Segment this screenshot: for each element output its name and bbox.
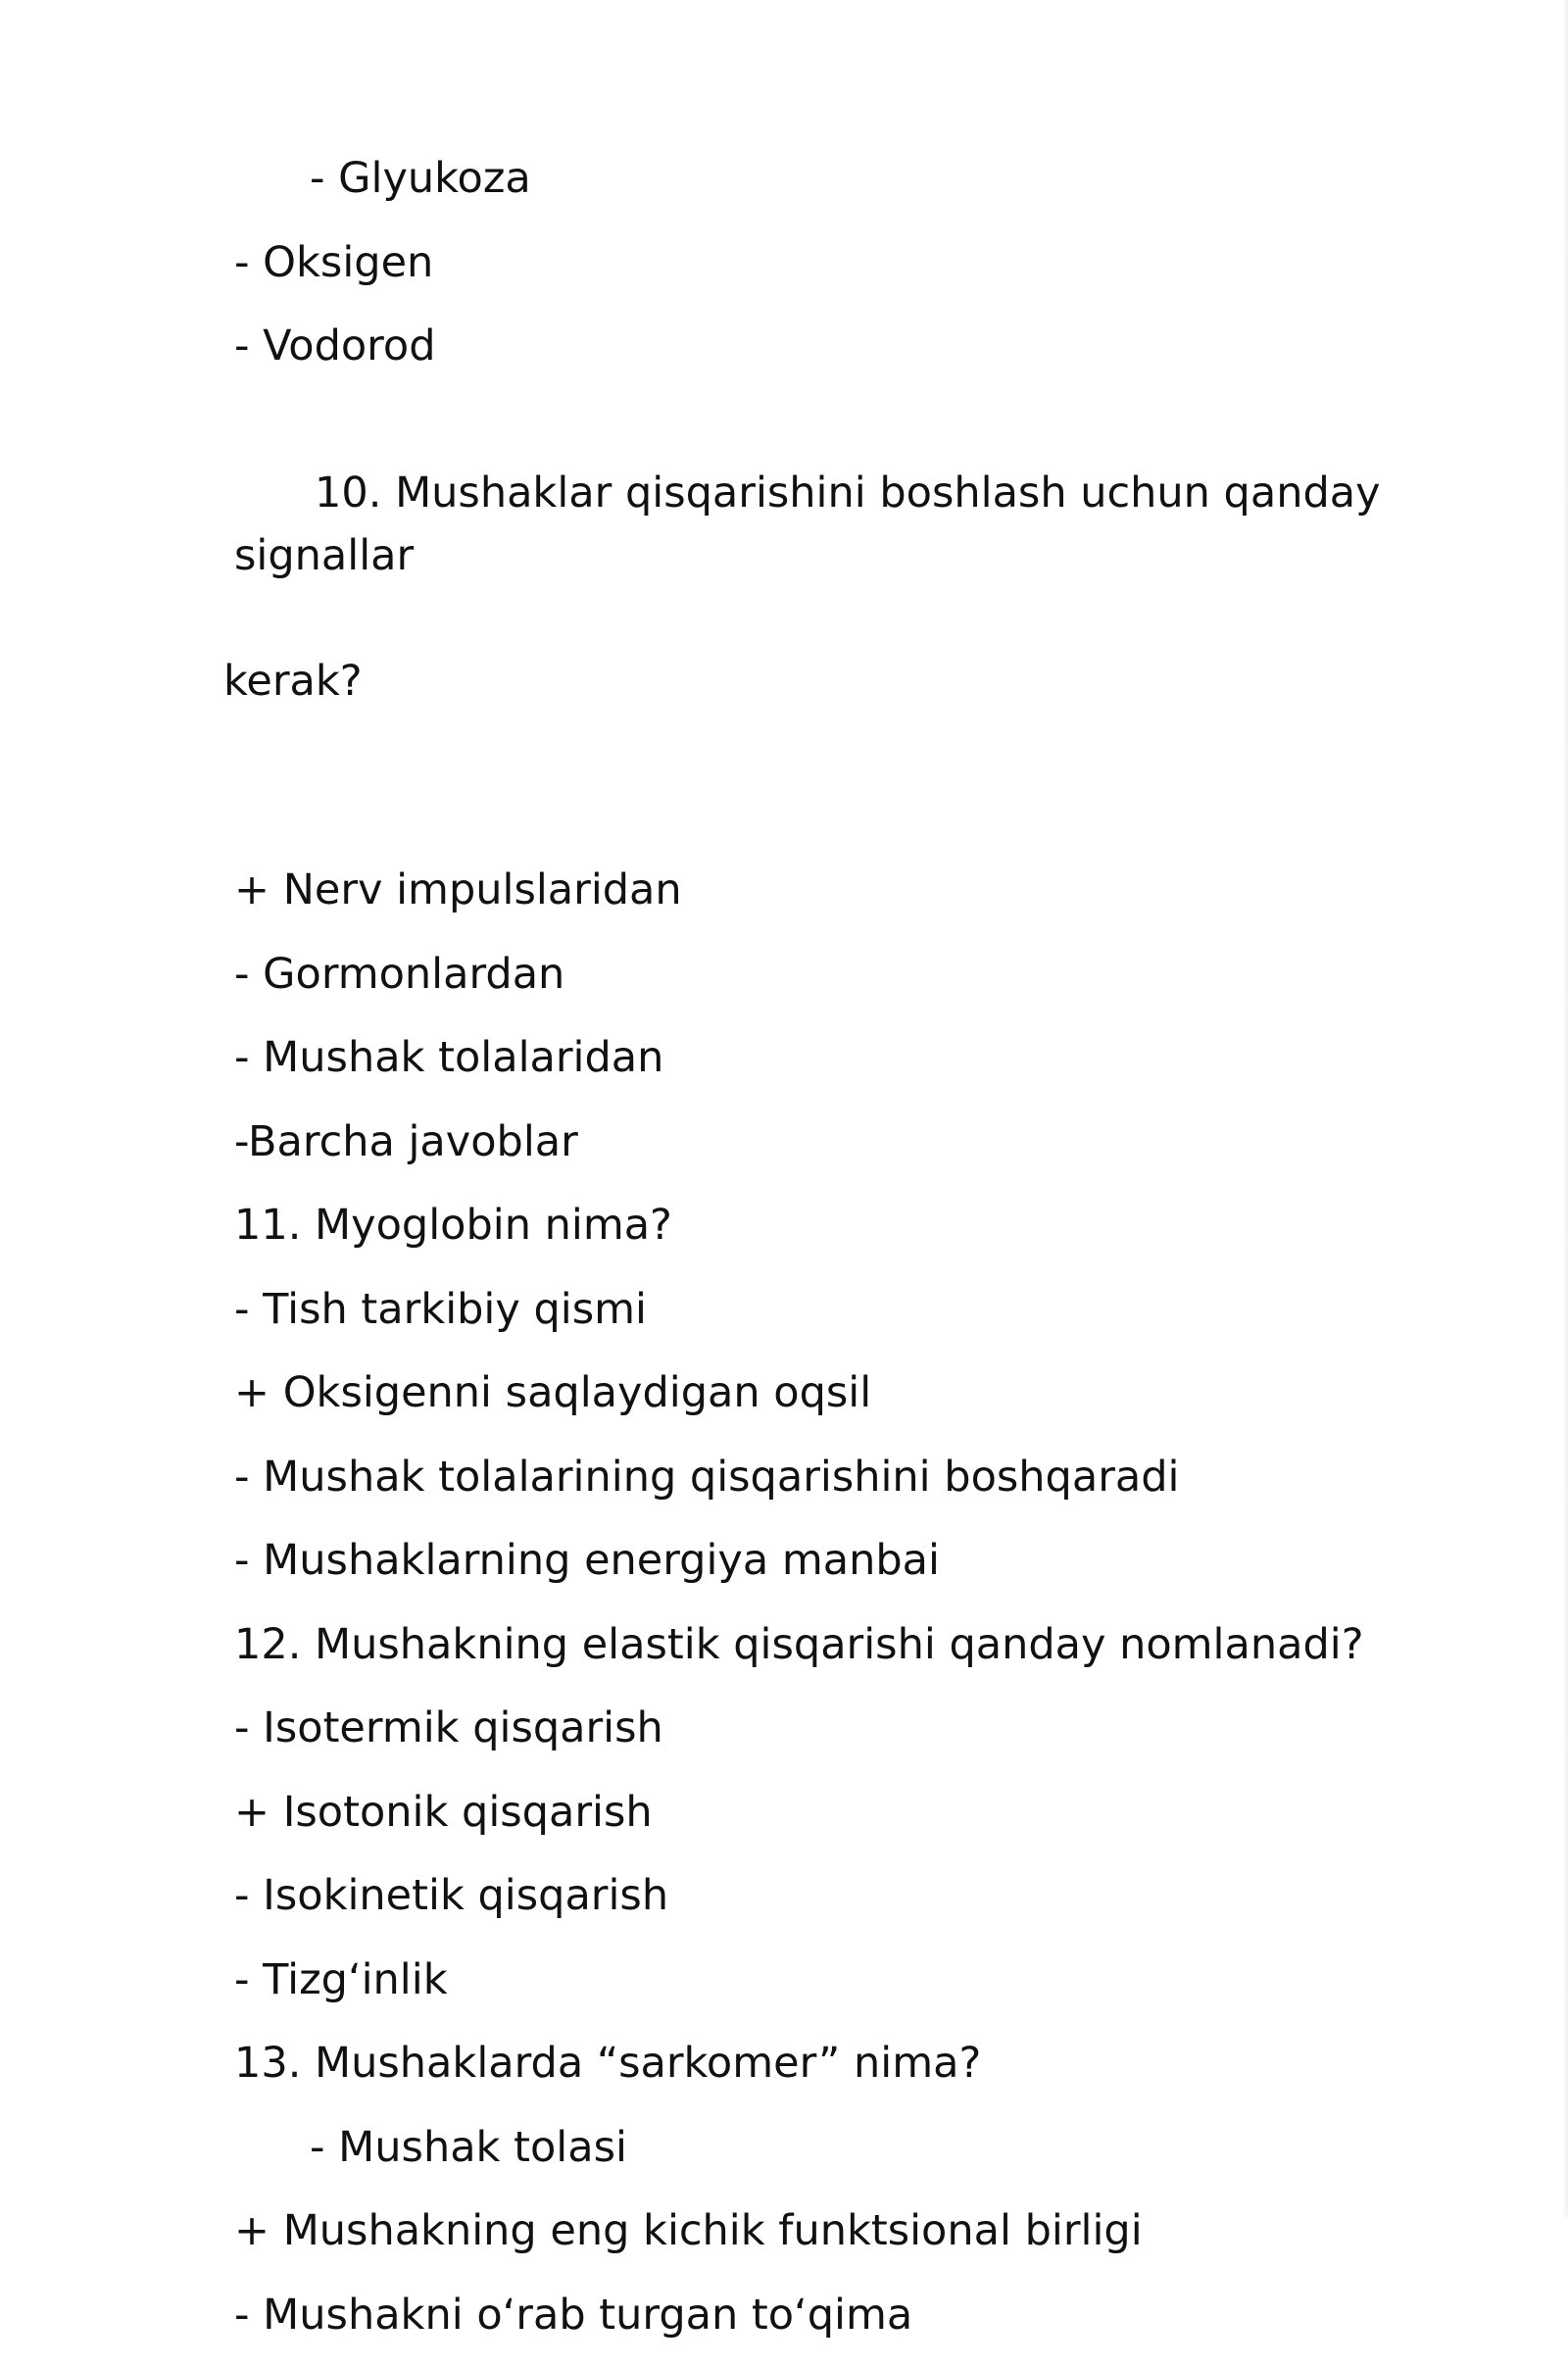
answer-option: - Isokinetik qisqarish	[234, 1871, 669, 1920]
answer-option: - Mushakni o‘rab turgan to‘qima	[234, 2290, 913, 2340]
answer-option: - Tish tarkibiy qismi	[234, 1284, 647, 1334]
answer-option: -Barcha javoblar	[234, 1116, 578, 1166]
answer-option: - Mushaklarning energiya manbai	[234, 1536, 940, 1585]
answer-option: - Mushak tolalaridan	[234, 1033, 664, 1082]
answer-option: - Tizg‘inlik	[234, 1954, 448, 2004]
question-10	[223, 399, 1395, 838]
answer-option: - Isotermik qisqarish	[234, 1703, 663, 1752]
answer-option: - Mushak tolasi	[310, 2122, 627, 2172]
quiz-text	[223, 147, 1395, 2367]
question-12: 12. Mushakning elastik qisqarishi qanday nomlanadi?	[234, 1619, 1364, 1669]
question-10-line-1: 10. Mushaklar qisqarishini boshlash uchun qanday signallar	[234, 468, 1395, 580]
answer-option: - Glyukoza	[310, 154, 531, 203]
answer-option: - Gormonlardan	[234, 949, 565, 999]
page-edge-shadow	[1562, 0, 1568, 2217]
answer-option: + Mushakning eng kichik funktsional birligi	[234, 2206, 1143, 2255]
answer-option: - Mushak tolalarining qisqarishini boshqaradi	[234, 1452, 1180, 1502]
answer-option: - Oksigen	[234, 237, 434, 287]
answer-option: - Vodorod	[234, 321, 436, 370]
question-10-line-2: kerak?	[223, 656, 363, 706]
question-13: 13. Mushaklarda “sarkomer” nima?	[234, 2039, 982, 2088]
question-11: 11. Myoglobin nima?	[234, 1201, 672, 1250]
answer-option: + Oksigenni saqlaydigan oqsil	[234, 1368, 872, 1417]
answer-option: + Nerv impulslaridan	[234, 865, 682, 914]
answer-option: + Isotonik qisqarish	[234, 1787, 653, 1837]
